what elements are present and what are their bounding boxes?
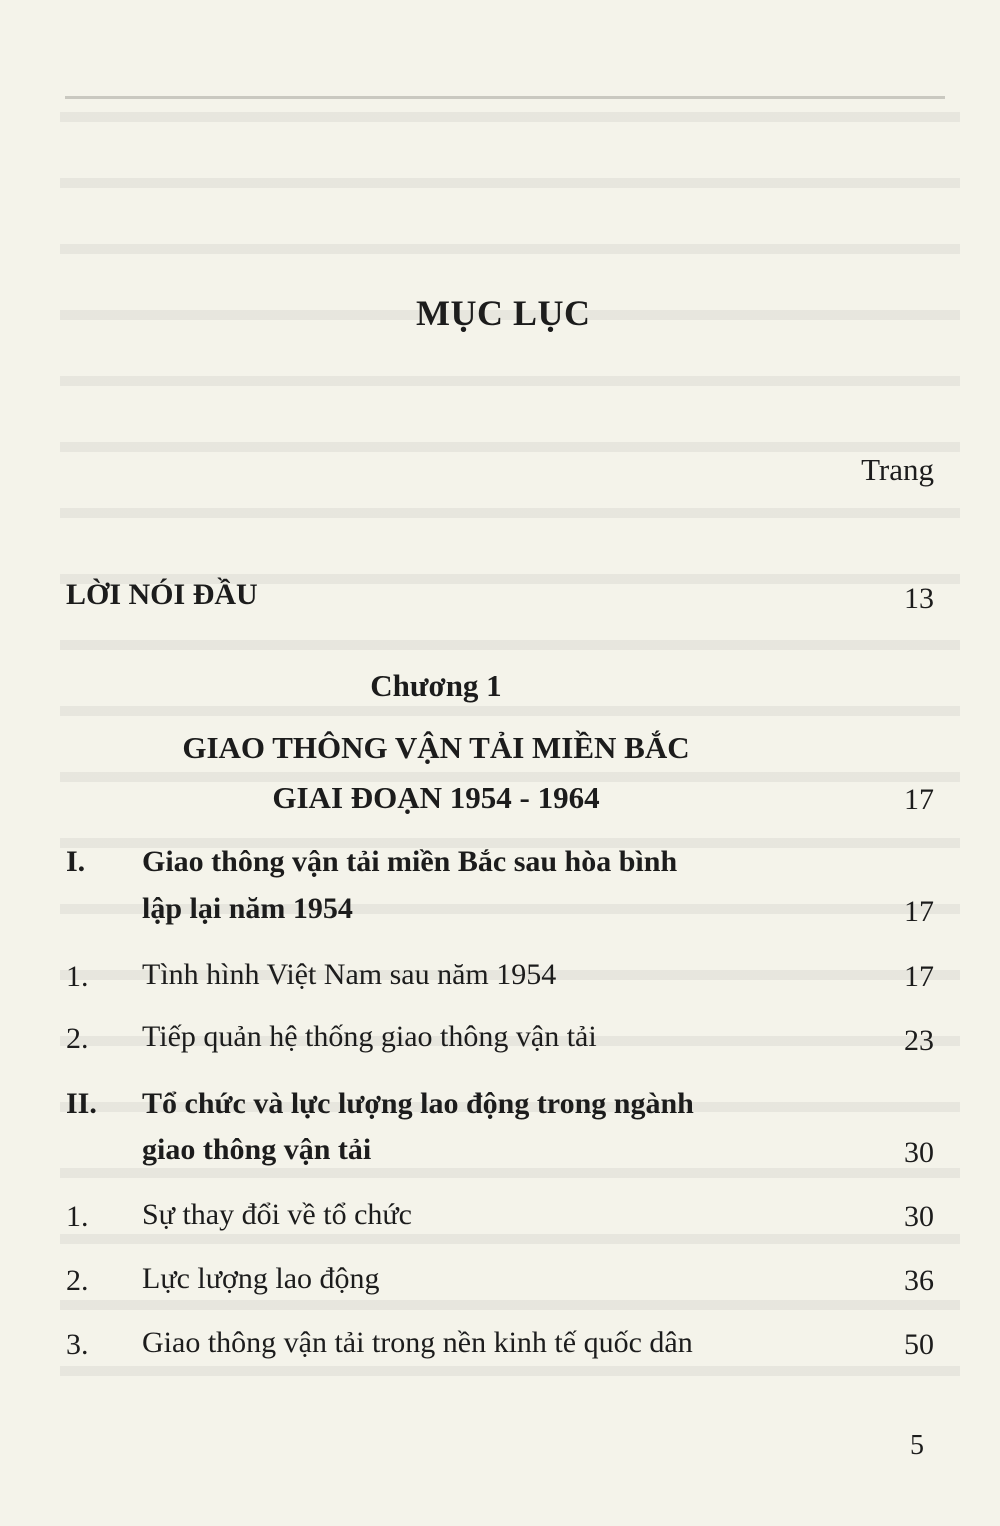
toc-item-page: 17 (904, 960, 934, 993)
item-marker: 2. (66, 1022, 89, 1055)
section-title-line1: Tổ chức và lực lượng lao động trong ngành (142, 1087, 694, 1120)
section-title-line1: Giao thông vận tải miền Bắc sau hòa bình (142, 845, 678, 878)
section-page: 17 (904, 895, 934, 928)
section-marker: II. (66, 1087, 97, 1120)
header-rule (65, 96, 945, 99)
section-page: 30 (904, 1136, 934, 1169)
toc-item-label: Tiếp quản hệ thống giao thông vận tải (142, 1020, 597, 1053)
section-title-line2: giao thông vận tải (142, 1133, 372, 1166)
item-marker: 2. (66, 1264, 89, 1297)
item-marker: 1. (66, 1200, 89, 1233)
chapter-title-line1: GIAO THÔNG VẬN TẢI MIỀN BẮC (182, 730, 690, 765)
chapter-page: 17 (904, 783, 934, 816)
page-column-label: Trang (861, 452, 934, 487)
item-marker: 1. (66, 960, 89, 993)
toc-item-label: Giao thông vận tải trong nền kinh tế quốc dân (142, 1326, 693, 1359)
chapter-heading: Chương 1 (370, 668, 502, 703)
toc-item-label: Sự thay đổi về tổ chức (142, 1198, 412, 1231)
toc-item-label: Lực lượng lao động (142, 1262, 380, 1295)
section-marker: I. (66, 845, 86, 878)
toc-title: MỤC LỤC (416, 293, 591, 333)
toc-item-label: Tình hình Việt Nam sau năm 1954 (142, 958, 557, 991)
toc-item-page: 30 (904, 1200, 934, 1233)
chapter-title-line2: GIAI ĐOẠN 1954 - 1964 (272, 780, 600, 815)
section-title-line2: lập lại năm 1954 (142, 892, 353, 925)
toc-item-page: 50 (904, 1328, 934, 1361)
foreword-page: 13 (904, 582, 934, 615)
page-number: 5 (910, 1430, 924, 1461)
foreword-label: LỜI NÓI ĐẦU (66, 578, 258, 611)
item-marker: 3. (66, 1328, 89, 1361)
toc-item-page: 23 (904, 1024, 934, 1057)
toc-item-page: 36 (904, 1264, 934, 1297)
